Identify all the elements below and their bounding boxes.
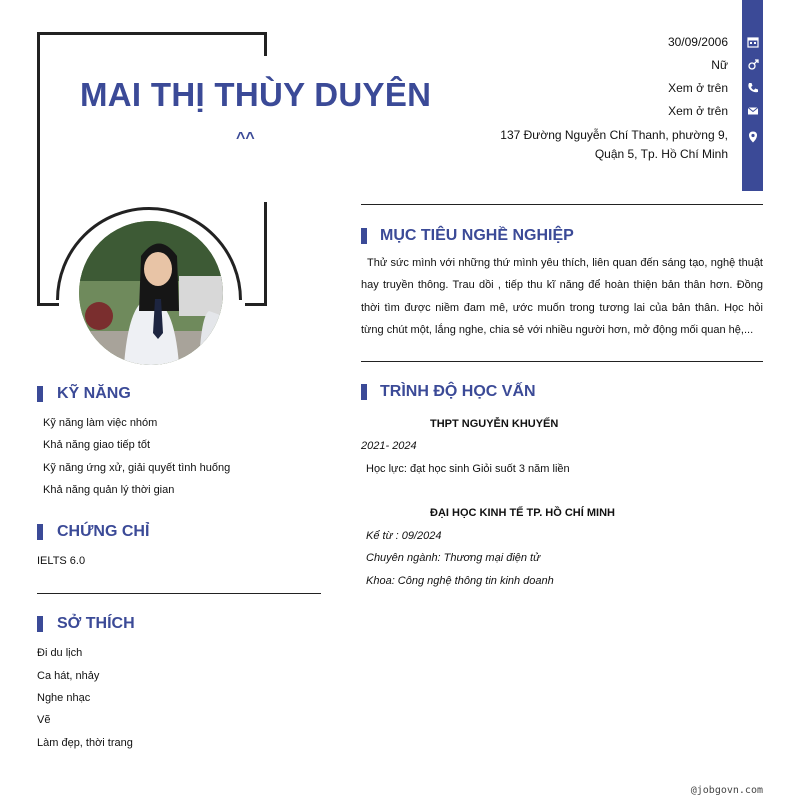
school2-major: Chuyên ngành: Thương mại điện tử (366, 552, 541, 564)
footer-brand[interactable]: @jobgovn.com (690, 785, 763, 796)
objective-title: MỤC TIÊU NGHỀ NGHIỆP (380, 227, 574, 244)
skills-marker (37, 386, 43, 402)
school1-detail: Học lực: đạt học sinh Giỏi suốt 3 năm liền (366, 463, 570, 475)
objective-paragraph: Thử sức mình với những thứ mình yêu thích, liên quan đến sáng tạo, nghệ thuật hay truyền thông. Trau dồi , tiếp thu kĩ năng để hoàn thiện bản thân hơn. Đồng thời tìm được niềm đam mê, ước muốn trong tương lai của bản thân. Học hỏi từng chút một, lắng nghe, chia sẻ với nhiều người hơn, mở động mối quan hệ,... (361, 257, 763, 336)
school1-name: THPT NGUYỄN KHUYẾN (430, 418, 559, 430)
certificates-title: CHỨNG CHỈ (57, 523, 150, 540)
header-frame-right (264, 32, 267, 56)
phone-icon (742, 80, 763, 96)
hobby-item: Đi du lịch (37, 647, 83, 659)
hobbies-title: SỞ THÍCH (57, 615, 135, 632)
hobby-item: Làm đẹp, thời trang (37, 737, 133, 749)
contact-address-line2: Quận 5, Tp. Hồ Chí Minh (594, 147, 728, 161)
certificates-marker (37, 524, 43, 540)
avatar (79, 221, 223, 365)
skill-item: Kỹ năng làm việc nhóm (43, 417, 158, 429)
header-frame-top (37, 32, 267, 35)
school2-since: Kể từ : 09/2024 (366, 530, 442, 542)
contact-email: Xem ở trên (668, 104, 728, 118)
hobbies-marker (37, 616, 43, 632)
header-frame-left (37, 32, 40, 306)
contact-address-line1: 137 Đường Nguyễn Chí Thanh, phường 9, (500, 128, 728, 142)
gender-icon (742, 57, 763, 73)
email-icon (742, 103, 763, 119)
header-frame-bottom-right (245, 303, 267, 306)
school1-years: 2021- 2024 (361, 440, 417, 452)
skill-item: Khả năng giao tiếp tốt (43, 439, 151, 451)
skill-item: Kỹ năng ứng xử, giải quyết tình huống (43, 462, 231, 474)
location-icon (742, 129, 763, 145)
school2-faculty: Khoa: Công nghệ thông tin kinh doanh (366, 575, 554, 587)
contact-gender: Nữ (711, 58, 728, 72)
candidate-subtitle: ^^ (236, 130, 255, 147)
objective-text (361, 252, 763, 341)
divider-objective-bottom (361, 361, 763, 362)
header-frame-bottom-left (37, 303, 59, 306)
hobby-item: Nghe nhạc (37, 692, 91, 704)
contact-phone: Xem ở trên (668, 81, 728, 95)
school2-name: ĐẠI HỌC KINH TẾ TP. HỒ CHÍ MINH (430, 507, 615, 519)
hobby-item: Vẽ (37, 714, 51, 726)
contact-dob: 30/09/2006 (667, 35, 728, 49)
candidate-name: MAI THỊ THÙY DUYÊN (80, 76, 432, 113)
certificate-item: IELTS 6.0 (37, 555, 86, 567)
skill-item: Khả năng quản lý thời gian (43, 484, 175, 496)
education-marker (361, 384, 367, 400)
divider-certificates (37, 593, 321, 594)
avatar-photo (79, 221, 223, 365)
objective-marker (361, 228, 367, 244)
skills-title: KỸ NĂNG (57, 385, 131, 402)
divider-objective-top (361, 204, 763, 205)
header-frame-right-lower (264, 202, 267, 306)
calendar-icon (742, 34, 763, 50)
education-title: TRÌNH ĐỘ HỌC VẤN (380, 383, 536, 400)
hobby-item: Ca hát, nhảy (37, 670, 100, 682)
